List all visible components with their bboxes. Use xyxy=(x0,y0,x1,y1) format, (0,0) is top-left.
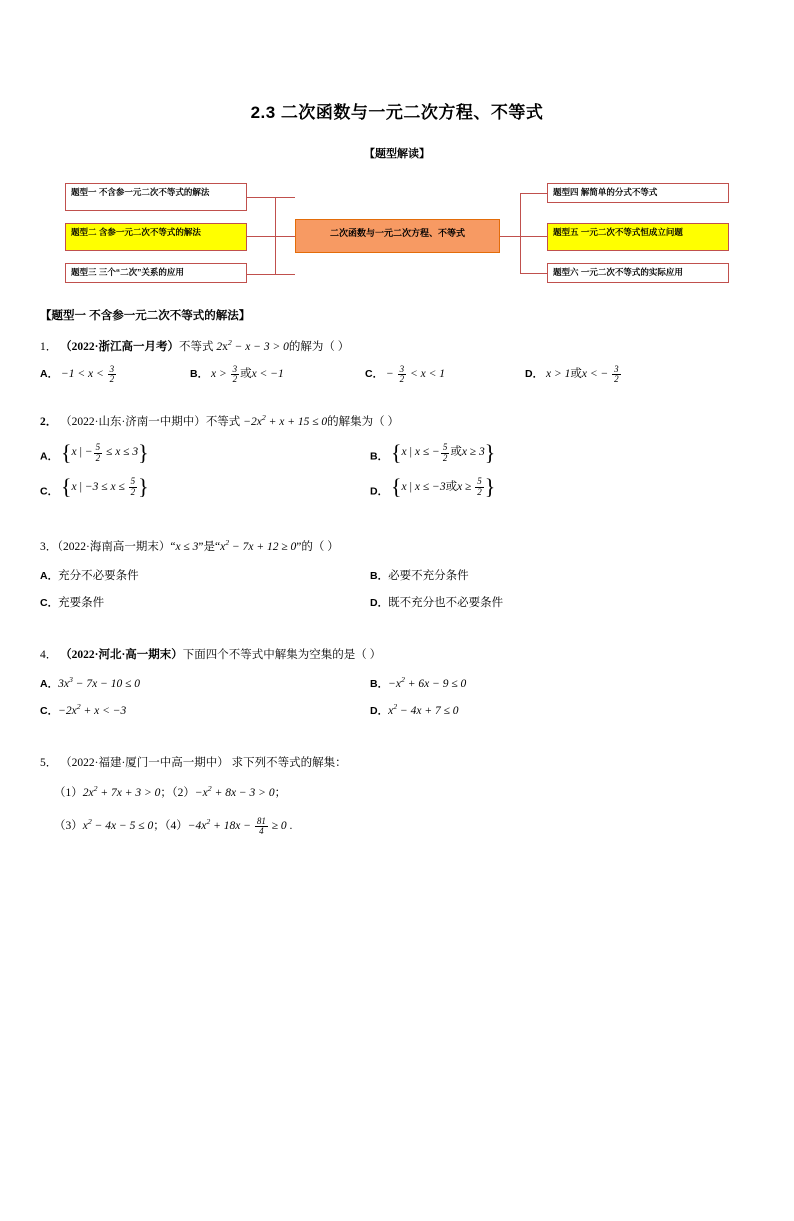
question-1-stem: 1． （2022·浙江高一月考）不等式 $2x^2 - x - 3 > 0$的解为（ ） xyxy=(40,338,350,353)
diagram-connector xyxy=(275,274,295,275)
question-5-number: 5． xyxy=(40,757,58,770)
diagram-center-node: 二次函数与一元二次方程、不等式 xyxy=(295,219,500,253)
diagram-connector xyxy=(275,236,295,237)
question-1-option-c[interactable]: C． − $\frac{3}{2}$ < x < 1 xyxy=(365,363,445,385)
diagram-connector xyxy=(520,273,547,274)
question-1-options xyxy=(40,363,755,386)
question-4-option-a[interactable]: A．$3x^3 - 7x - 10 \le 0$ xyxy=(40,675,141,691)
question-2 xyxy=(40,412,755,507)
question-4-stem-post: 下面四个不等式中解集为空集的是（ ） xyxy=(182,649,382,662)
page xyxy=(0,98,794,1221)
question-3-stem-mid: ”是“ xyxy=(198,540,221,553)
question-1 xyxy=(40,337,755,386)
question-1-option-d[interactable]: D． x > 1或x < − $\frac{3}{2}$ xyxy=(525,363,619,385)
question-3-options xyxy=(40,563,755,616)
diagram-node-right-2[interactable]: 题型五 一元二次不等式恒成立问题 xyxy=(547,223,729,251)
question-1-stem-post: 的解为（ ） xyxy=(288,340,350,353)
question-4 xyxy=(40,646,755,724)
question-2-option-c[interactable]: C． { x | −3 ≤ x ≤ $\frac{5}{2}$ } xyxy=(40,475,149,500)
question-5-subline-2: $(3)x^2 - 4x - 5 \le 0$；$(4)-4x^2 + 18x$ − $\frac{81}{4}$ ≥ 0 . xyxy=(54,815,293,836)
question-4-option-b[interactable]: B．$-x^2 + 6x - 9 \le 0$ xyxy=(370,675,467,691)
diagram-connector xyxy=(500,236,520,237)
question-1-option-b[interactable]: B． x > $\frac{3}{2}$ 或x < −1 xyxy=(190,363,284,385)
diagram-node-right-3[interactable]: 题型六 一元二次不等式的实际应用 xyxy=(547,263,729,283)
question-4-option-c[interactable]: C．$-2x^2 + x < -3$ xyxy=(40,702,127,717)
question-5-stem-post: 求下列不等式的解集： xyxy=(231,757,347,770)
question-2-option-b[interactable]: B． { x | x ≤ − $\frac{5}{2}$ 或 x ≥ 3 } xyxy=(370,440,496,465)
page-title: 2.3 二次函数与一元二次方程、不等式 xyxy=(250,103,544,122)
question-2-option-a[interactable]: A． { x | − $\frac{5}{2}$ ≤ x ≤ 3 } xyxy=(40,440,149,465)
question-1-option-a[interactable]: A． −1 < x < $\frac{3}{2}$ xyxy=(40,363,115,385)
question-3-number: 3． xyxy=(40,540,58,553)
question-4-option-d[interactable]: D．$x^2 - 4x + 7 \le 0$ xyxy=(370,702,459,717)
question-4-source: （2022·河北·高一期末） xyxy=(60,649,183,662)
question-3-stem-pre: “ xyxy=(170,540,176,553)
diagram-connector xyxy=(247,197,275,198)
question-2-option-d[interactable]: D． { x | x ≤ −3 或 x ≥ $\frac{5}{2}$ } xyxy=(370,475,496,500)
diagram-connector xyxy=(520,193,547,194)
question-4-number: 4． xyxy=(40,649,58,662)
diagram-connector xyxy=(247,274,275,275)
topic-diagram xyxy=(47,175,747,297)
question-3-stem-post: ”的（ ） xyxy=(296,540,339,553)
question-1-stem-pre: 不等式 xyxy=(178,340,214,353)
section-heading: 【题型一 不含参一元二次不等式的解法】 xyxy=(40,310,251,322)
question-2-number: 2． xyxy=(40,416,58,429)
question-3-option-b[interactable]: B．必要不充分条件 xyxy=(370,570,469,583)
question-2-source: （2022 xyxy=(60,416,95,429)
question-3-option-d[interactable]: D．既不充分也不必要条件 xyxy=(370,596,504,609)
question-2-source-rest: 山东·济南一中期中） xyxy=(98,416,206,429)
question-3-stem: 3．（2022·海南高一期末）“x ≤ 3”是“$x^2 - 7x + 12 \ge 0$”的（ ） xyxy=(40,538,339,553)
question-4-options xyxy=(40,671,755,724)
diagram-connector xyxy=(520,236,547,237)
diagram-connector xyxy=(275,197,295,198)
question-3-option-a[interactable]: A．充分不必要条件 xyxy=(40,570,139,583)
question-3-option-c[interactable]: C．充要条件 xyxy=(40,596,105,609)
diagram-connector xyxy=(520,193,521,273)
question-4-stem xyxy=(40,646,755,664)
question-5 xyxy=(40,754,755,836)
page-subtitle: 【题型解读】 xyxy=(364,148,430,160)
question-5-subline-1: $(1)2x^2 + 7x + 3 > 0$；$(2)-x^2 + 8x - 3 > 0$； xyxy=(54,783,287,799)
question-2-math: $-2x^2 + x + 15 \le 0$ xyxy=(243,413,328,429)
question-1-number: 1． xyxy=(40,340,58,353)
question-5-stem xyxy=(40,754,755,772)
question-2-stem-pre: 不等式 xyxy=(205,416,241,429)
question-2-stem: 2． （2022·山东·济南一中期中）不等式 $-2x^2 + x + 15 \le 0$的解集为（ ） xyxy=(40,413,400,429)
question-3-source: （2022·海南高一期末） xyxy=(57,540,171,553)
diagram-node-left-3[interactable]: 题型三 三个“二次”关系的应用 xyxy=(65,263,247,283)
question-1-source: （2022 xyxy=(60,340,95,353)
diagram-node-left-2[interactable]: 题型二 含参一元二次不等式的解法 xyxy=(65,223,247,251)
question-2-stem-post: 的解集为（ ） xyxy=(327,416,400,429)
question-2-options xyxy=(40,438,755,507)
question-1-source-rest: 浙江高一月考） xyxy=(98,340,179,353)
diagram-node-left-1[interactable]: 题型一 不含参一元二次不等式的解法 xyxy=(65,183,247,211)
diagram-node-right-1[interactable]: 题型四 解简单的分式不等式 xyxy=(547,183,729,203)
question-1-math: $2x^2 - x - 3 > 0$ xyxy=(216,338,289,353)
diagram-connector xyxy=(247,236,275,237)
question-5-source: （2022·福建·厦门一中高一期中） xyxy=(60,757,229,770)
question-3 xyxy=(40,537,755,616)
